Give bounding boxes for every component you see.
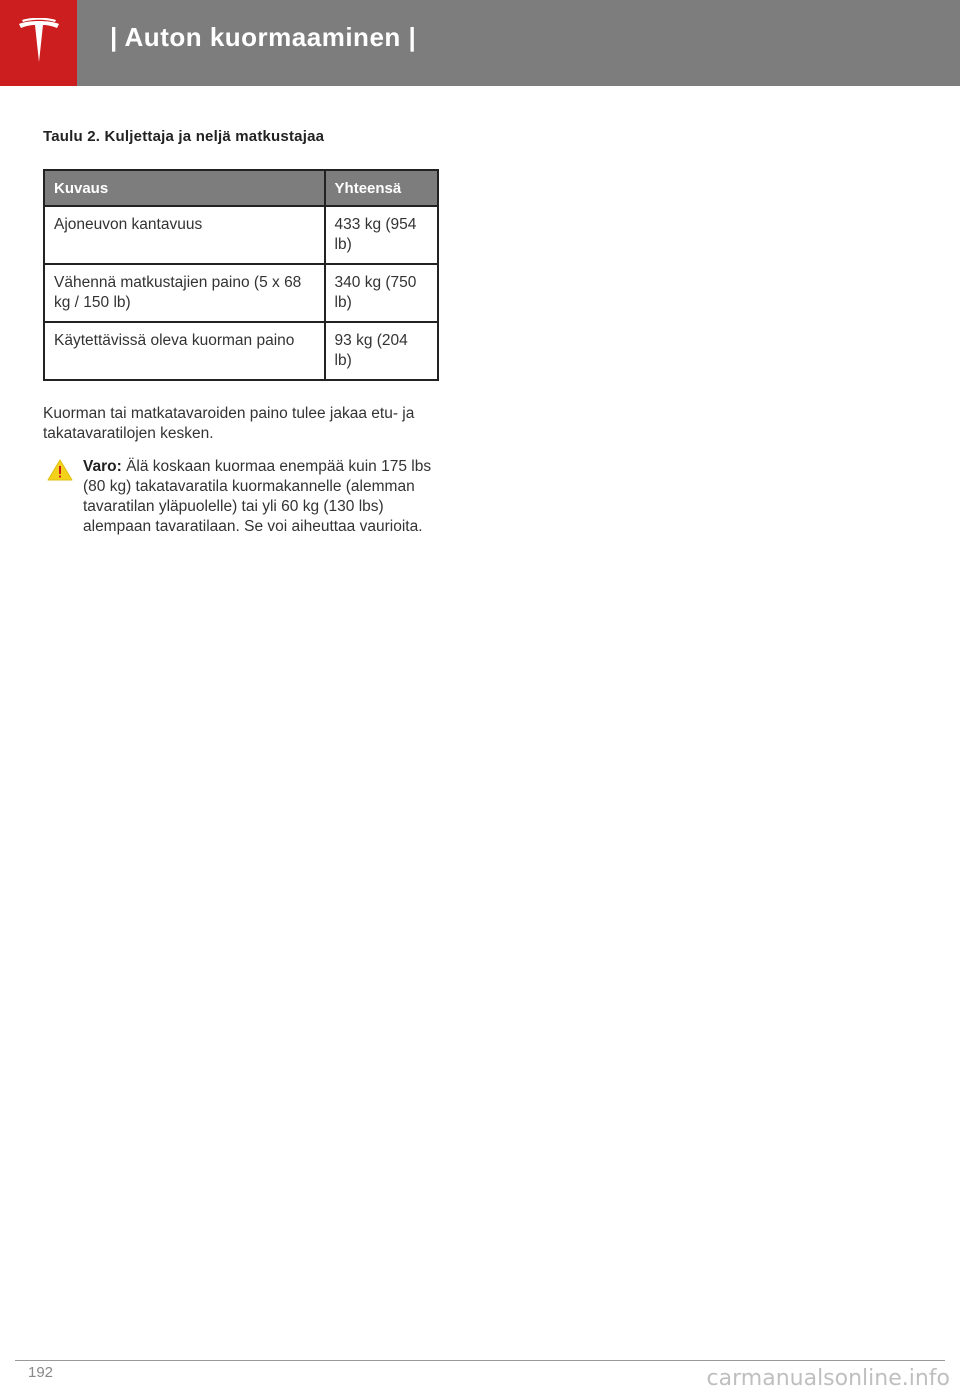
column-header: Kuvaus (44, 170, 325, 206)
warning-icon (47, 459, 73, 487)
watermark: carmanualsonline.info (706, 1366, 950, 1391)
table-cell: Vähennä matkustajien paino (5 x 68 kg / 150 lb) (44, 264, 325, 322)
table-cell: 433 kg (954 lb) (325, 206, 438, 264)
warning-note (43, 457, 438, 537)
brand-logo (0, 0, 77, 86)
table-cell: 93 kg (204 lb) (325, 322, 438, 380)
table-cell: Ajoneuvon kantavuus (44, 206, 325, 264)
main-content (43, 128, 443, 537)
table-cell: Käytettävissä oleva kuorman paino (44, 322, 325, 380)
column-header: Yhteensä (325, 170, 438, 206)
table-row (44, 206, 438, 264)
page-number: 192 (28, 1364, 54, 1381)
page-header (0, 0, 960, 86)
table-row (44, 322, 438, 380)
tesla-logo-icon (16, 18, 62, 68)
page-title: | Auton kuormaaminen | (110, 22, 417, 52)
table-cell: 340 kg (750 lb) (325, 264, 438, 322)
table-caption: Taulu 2. Kuljettaja ja neljä matkustajaa (43, 128, 325, 145)
warning-label: Varo: (83, 458, 122, 475)
table-row (44, 264, 438, 322)
body-paragraph: Kuorman tai matkatavaroiden paino tulee jakaa etu- ja takatavaratilojen kesken. (43, 405, 415, 442)
warning-text: Älä koskaan kuormaa enempää kuin 175 lbs (80 kg) takatavaratila kuormakannelle (alemman tavaratilan yläpuolelle) tai yli 60 kg (130 lbs) alempaan tavaratilaan. Se voi aiheuttaa vaurioita. (83, 458, 432, 535)
load-table (43, 169, 439, 381)
table-header-row (44, 170, 438, 206)
footer-divider (15, 1360, 945, 1361)
